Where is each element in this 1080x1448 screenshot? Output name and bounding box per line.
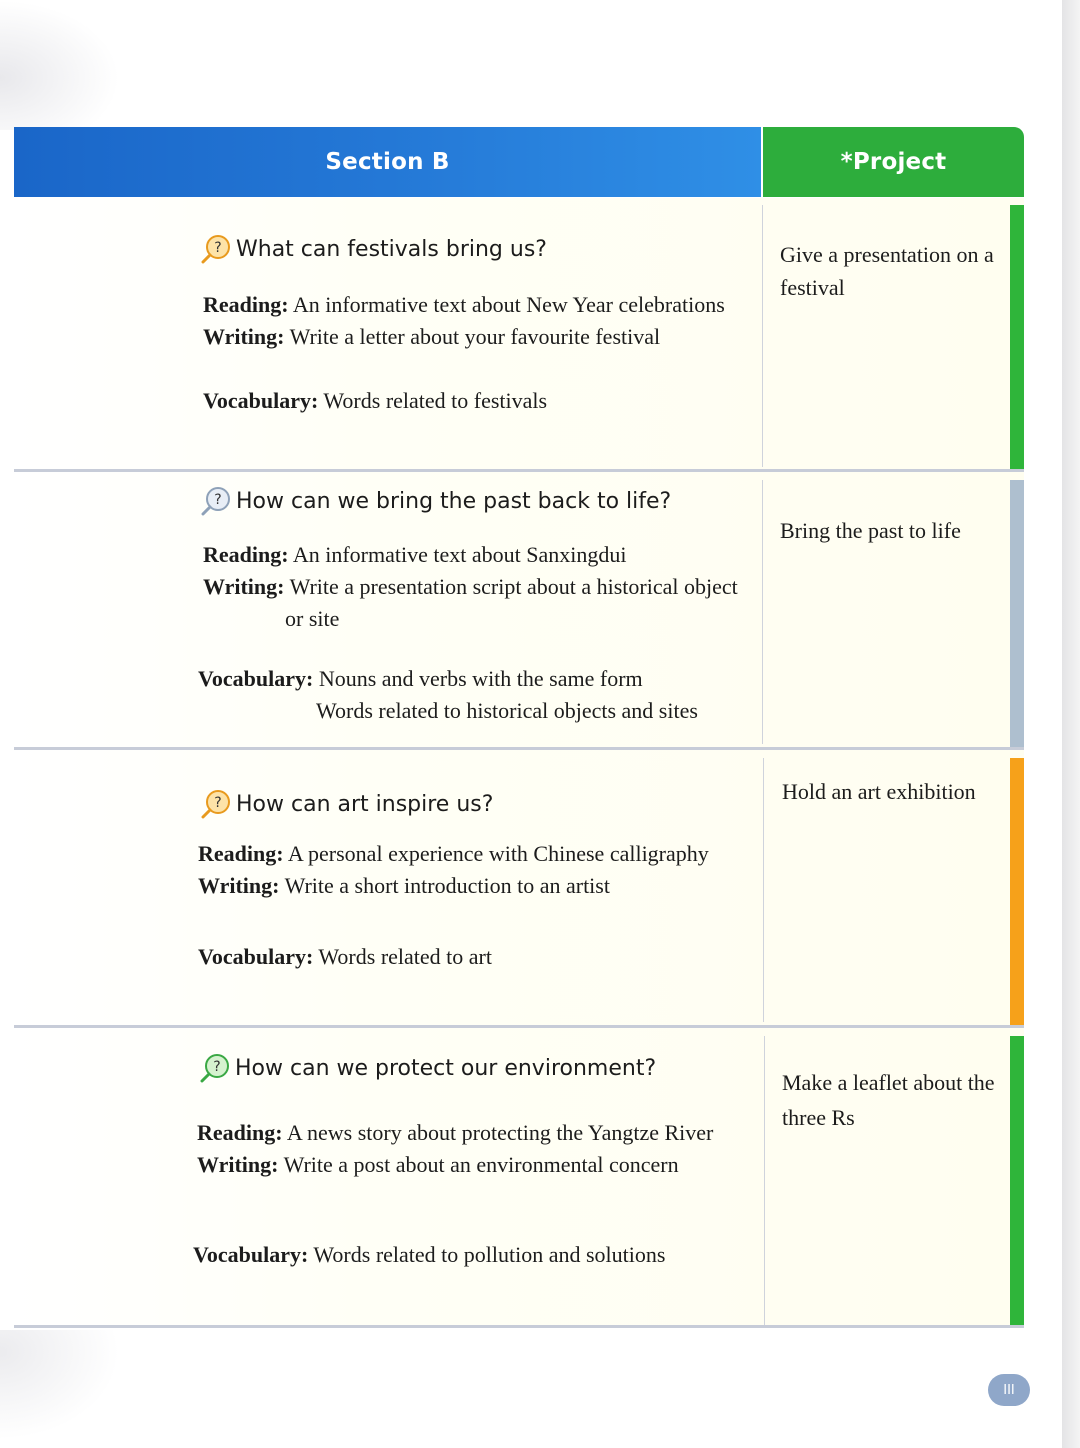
unit-color-stripe-2 bbox=[1010, 480, 1024, 748]
writing-line-1 bbox=[203, 324, 660, 350]
reading-label: Reading: bbox=[197, 1120, 283, 1145]
reading-label: Reading: bbox=[198, 841, 284, 866]
magnifier-question-icon bbox=[200, 234, 232, 264]
column-divider bbox=[763, 758, 764, 1022]
svg-text:?: ? bbox=[214, 492, 222, 508]
magnifier-question-icon bbox=[200, 486, 232, 516]
reading-text: A news story about protecting the Yangtze River bbox=[286, 1120, 714, 1145]
reading-text: A personal experience with Chinese calligraphy bbox=[287, 841, 709, 866]
svg-text:?: ? bbox=[213, 1059, 221, 1075]
writing-text: Write a letter about your favourite festival bbox=[289, 324, 661, 349]
writing-text: Write a short introduction to an artist bbox=[284, 873, 610, 898]
page-shadow-bottom bbox=[0, 1330, 120, 1440]
reading-label: Reading: bbox=[203, 292, 289, 317]
project-text-4: Make a leaflet about the three Rs bbox=[782, 1070, 995, 1130]
section-b-header bbox=[14, 127, 761, 197]
unit-question-3 bbox=[200, 789, 493, 819]
unit-question-2 bbox=[200, 486, 671, 516]
reading-line-4 bbox=[197, 1120, 713, 1146]
reading-text: An informative text about New Year celebrations bbox=[292, 292, 725, 317]
vocabulary-label: Vocabulary: bbox=[198, 666, 314, 691]
vocabulary-text: Nouns and verbs with the same form bbox=[318, 666, 643, 691]
column-divider bbox=[764, 1036, 765, 1326]
writing-label: Writing: bbox=[203, 574, 285, 599]
vocabulary-label: Vocabulary: bbox=[193, 1242, 309, 1267]
reading-label: Reading: bbox=[203, 542, 289, 567]
row-separator bbox=[14, 1325, 1024, 1328]
unit-color-stripe-3 bbox=[1010, 758, 1024, 1026]
vocabulary-line-1 bbox=[203, 388, 547, 414]
vocabulary-label: Vocabulary: bbox=[198, 944, 314, 969]
section-b-title: Section B bbox=[325, 149, 450, 175]
svg-text:?: ? bbox=[214, 795, 222, 811]
vocabulary-text: Words related to festivals bbox=[323, 388, 548, 413]
reading-line-2 bbox=[203, 542, 626, 568]
page-number: III bbox=[988, 1374, 1030, 1406]
magnifier-question-icon bbox=[199, 1053, 231, 1083]
reading-line-3 bbox=[198, 841, 709, 867]
project-text-3: Hold an art exhibition bbox=[782, 779, 976, 804]
writing-label: Writing: bbox=[197, 1152, 279, 1177]
page-shadow-top bbox=[0, 0, 120, 130]
writing-label: Writing: bbox=[203, 324, 285, 349]
vocabulary-text: Words related to art bbox=[318, 944, 492, 969]
question-text: What can festivals bring us? bbox=[236, 236, 547, 262]
question-text: How can we bring the past back to life? bbox=[236, 488, 672, 514]
question-text: How can we protect our environment? bbox=[235, 1055, 657, 1081]
vocabulary-text: Words related to pollution and solutions bbox=[313, 1242, 666, 1267]
unit-color-stripe-4 bbox=[1010, 1036, 1024, 1326]
vocabulary-line-2 bbox=[198, 666, 643, 692]
vocabulary-line-4 bbox=[193, 1242, 665, 1268]
unit-question-1 bbox=[200, 234, 547, 264]
writing-line-4 bbox=[197, 1152, 679, 1178]
vocabulary-line-3 bbox=[198, 944, 492, 970]
writing-line-3 bbox=[198, 873, 610, 899]
project-header bbox=[763, 127, 1024, 197]
column-divider bbox=[762, 205, 763, 467]
project-text-2: Bring the past to life bbox=[780, 518, 961, 543]
project-text-1: Give a presentation on a festival bbox=[780, 242, 994, 300]
writing-line-2 bbox=[203, 574, 738, 600]
writing-text: Write a presentation script about a historical object bbox=[289, 574, 738, 599]
writing-text: Write a post about an environmental concern bbox=[283, 1152, 679, 1177]
project-title: *Project bbox=[840, 149, 947, 175]
magnifier-question-icon bbox=[200, 789, 232, 819]
page-edge-shadow bbox=[1062, 0, 1080, 1448]
writing-label: Writing: bbox=[198, 873, 280, 898]
reading-text: An informative text about Sanxingdui bbox=[292, 542, 627, 567]
unit-question-4 bbox=[199, 1053, 656, 1083]
svg-text:?: ? bbox=[214, 240, 222, 256]
vocabulary-line-2-continued: Words related to historical objects and sites bbox=[316, 698, 698, 723]
reading-line-1 bbox=[203, 292, 725, 318]
writing-line-2-continued: or site bbox=[285, 606, 340, 631]
question-text: How can art inspire us? bbox=[236, 791, 494, 817]
vocabulary-label: Vocabulary: bbox=[203, 388, 319, 413]
unit-color-stripe-1 bbox=[1010, 205, 1024, 469]
column-divider bbox=[762, 480, 763, 744]
